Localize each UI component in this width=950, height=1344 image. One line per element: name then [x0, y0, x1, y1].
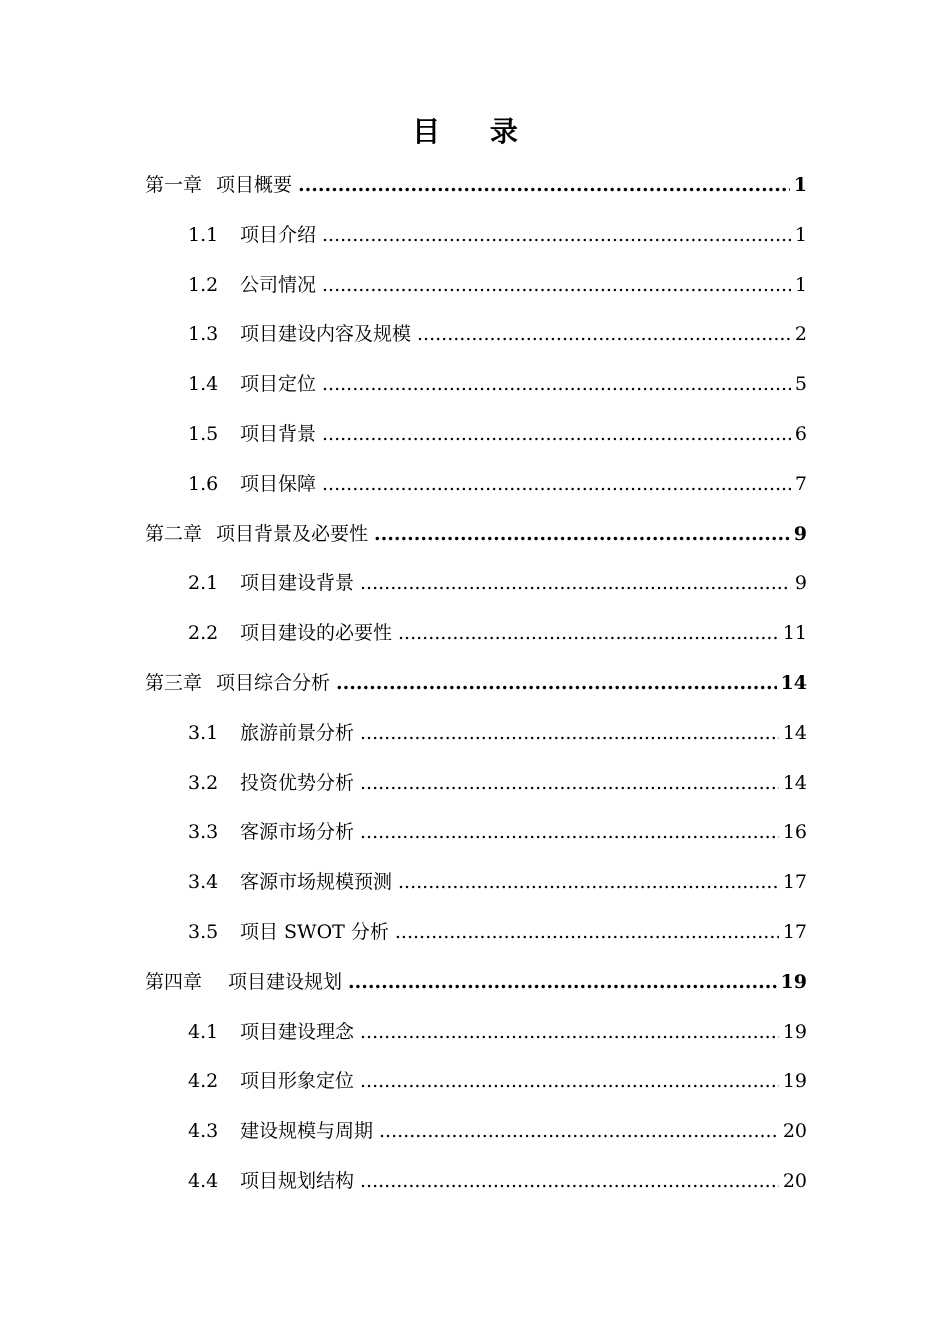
section-number: 4.1 — [188, 1020, 219, 1043]
toc-section-entry[interactable] — [145, 460, 807, 510]
toc-section-entry[interactable] — [145, 1157, 807, 1207]
section-number: 3.1 — [188, 721, 219, 744]
entry-title: 项目规划结构 — [240, 1169, 355, 1192]
entry-title: 客源市场分析 — [240, 821, 355, 844]
entry-title: 项目背景 — [240, 422, 317, 445]
dot-leader — [398, 858, 779, 908]
page-number: 1 — [794, 273, 807, 296]
dot-leader — [360, 709, 779, 759]
page-number: 9 — [794, 572, 807, 595]
entry-title: 项目形象定位 — [240, 1070, 355, 1093]
toc-section-entry[interactable] — [145, 310, 807, 360]
toc-section-entry[interactable] — [145, 709, 807, 759]
entry-title: 客源市场规模预测 — [240, 871, 393, 894]
page-number: 14 — [782, 721, 807, 744]
chapter-label: 第二章 — [145, 522, 203, 545]
chapter-label: 第一章 — [145, 174, 203, 196]
section-number: 1.4 — [188, 373, 219, 396]
table-of-contents — [145, 161, 807, 1207]
section-number: 1.6 — [188, 472, 219, 495]
page-number: 7 — [794, 472, 807, 495]
page-number: 19 — [780, 970, 807, 993]
section-number: 2.2 — [188, 622, 219, 645]
section-number: 1.1 — [188, 223, 219, 246]
dot-leader — [360, 1057, 779, 1107]
dot-leader — [322, 360, 791, 410]
toc-section-entry[interactable] — [145, 1057, 807, 1107]
page-number: 17 — [782, 871, 807, 894]
toc-section-entry[interactable] — [145, 759, 807, 809]
toc-chapter-entry[interactable] — [145, 161, 807, 211]
entry-title: 项目建设规划 — [228, 970, 343, 993]
toc-section-entry[interactable] — [145, 1107, 807, 1157]
chapter-label: 第四章 — [145, 970, 203, 993]
page-number: 20 — [782, 1120, 807, 1143]
dot-leader — [360, 808, 779, 858]
page-number: 9 — [793, 522, 807, 545]
section-number: 3.5 — [188, 920, 219, 943]
toc-section-entry[interactable] — [145, 559, 807, 609]
page-number: 1 — [793, 174, 807, 196]
dot-leader — [322, 460, 791, 510]
page-number: 19 — [782, 1020, 807, 1043]
toc-section-entry[interactable] — [145, 908, 807, 958]
toc-title: 目 录 — [412, 115, 538, 148]
page-number: 14 — [780, 671, 807, 694]
toc-section-entry[interactable] — [145, 261, 807, 311]
dot-leader — [395, 908, 779, 958]
entry-title: 项目保障 — [240, 472, 317, 495]
dot-leader — [336, 659, 777, 709]
entry-title: 项目建设理念 — [240, 1020, 355, 1043]
toc-section-entry[interactable] — [145, 410, 807, 460]
toc-chapter-entry[interactable] — [145, 659, 807, 709]
page-number: 1 — [794, 223, 807, 246]
page-number: 5 — [794, 373, 807, 396]
toc-section-entry[interactable] — [145, 609, 807, 659]
dot-leader — [417, 310, 791, 360]
entry-title: 项目定位 — [240, 373, 317, 396]
section-number: 2.1 — [188, 572, 219, 595]
entry-title: 项目建设的必要性 — [240, 622, 393, 645]
dot-leader — [322, 211, 791, 261]
entry-title: 项目背景及必要性 — [216, 522, 369, 545]
entry-title: 项目建设背景 — [240, 572, 355, 595]
section-number: 3.4 — [188, 871, 219, 894]
dot-leader — [322, 410, 791, 460]
dot-leader — [374, 510, 790, 560]
page-number: 6 — [794, 422, 807, 445]
entry-title: 项目概要 — [216, 174, 293, 196]
dot-leader — [348, 958, 777, 1008]
entry-title: 公司情况 — [240, 273, 317, 296]
section-number: 1.3 — [188, 323, 219, 346]
dot-leader — [360, 1008, 779, 1058]
entry-title: 投资优势分析 — [240, 771, 355, 794]
entry-title: 项目综合分析 — [216, 671, 331, 694]
toc-section-entry[interactable] — [145, 858, 807, 908]
dot-leader — [360, 759, 779, 809]
page-number: 2 — [794, 323, 807, 346]
page-number: 14 — [782, 771, 807, 794]
entry-title: 项目建设内容及规模 — [240, 323, 412, 346]
section-number: 4.2 — [188, 1070, 219, 1093]
page-number: 20 — [782, 1169, 807, 1192]
page-number: 19 — [782, 1070, 807, 1093]
page-number: 16 — [782, 821, 807, 844]
dot-leader — [360, 1157, 779, 1207]
entry-title: 项目介绍 — [240, 223, 317, 246]
entry-title: 旅游前景分析 — [240, 721, 355, 744]
page-number: 11 — [782, 622, 807, 645]
section-number: 1.5 — [188, 422, 219, 445]
dot-leader — [379, 1107, 779, 1157]
toc-section-entry[interactable] — [145, 360, 807, 410]
dot-leader — [322, 261, 791, 311]
toc-section-entry[interactable] — [145, 808, 807, 858]
page-number: 17 — [782, 920, 807, 943]
dot-leader — [298, 161, 790, 211]
toc-section-entry[interactable] — [145, 211, 807, 261]
section-number: 4.4 — [188, 1169, 219, 1192]
section-number: 3.3 — [188, 821, 219, 844]
toc-chapter-entry[interactable] — [145, 958, 807, 1008]
section-number: 1.2 — [188, 273, 219, 296]
section-number: 4.3 — [188, 1120, 219, 1143]
section-number: 3.2 — [188, 771, 219, 794]
dot-leader — [398, 609, 779, 659]
dot-leader — [360, 559, 791, 609]
chapter-label: 第三章 — [145, 671, 203, 694]
toc-chapter-entry[interactable] — [145, 510, 807, 560]
entry-title: 建设规模与周期 — [240, 1120, 374, 1143]
entry-title: 项目 SWOT 分析 — [240, 920, 389, 943]
toc-section-entry[interactable] — [145, 1008, 807, 1058]
